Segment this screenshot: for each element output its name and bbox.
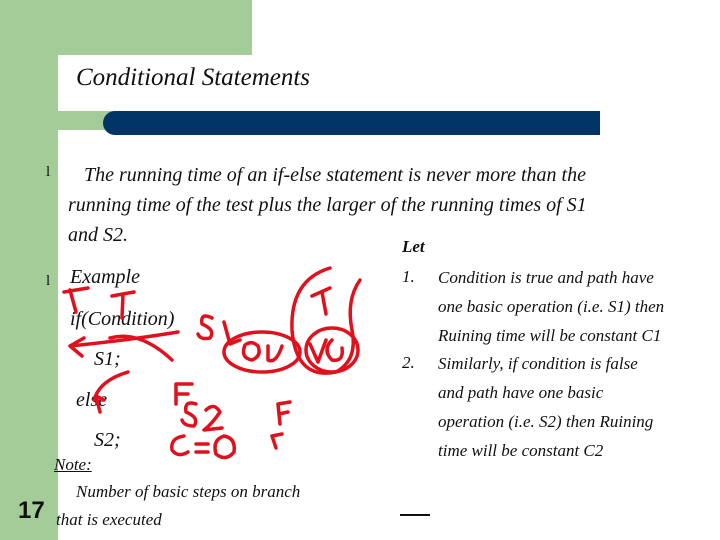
slide-title: Conditional Statements	[76, 64, 311, 91]
code-line-else: else	[76, 389, 108, 411]
let-item-1-line: Ruining time will be constant C1	[438, 326, 662, 345]
example-label: Example	[70, 266, 140, 288]
annotation-f	[278, 402, 290, 424]
annotation-f	[272, 434, 282, 448]
let-item-2-line: operation (i.e. S2) then Ruining	[438, 412, 654, 431]
annotation-c	[172, 436, 188, 455]
title-underline-bar	[103, 111, 600, 135]
note-line1: Number of basic steps on branch	[76, 482, 301, 501]
bullet-1-line2: running time of the test plus the larger of the running times of S1	[68, 194, 587, 216]
bullet-1-prefix: The running time of an	[84, 164, 273, 186]
bullet-marker: l	[46, 164, 51, 180]
let-item-2	[438, 349, 708, 465]
bullet-1-line3: and S2.	[68, 224, 128, 246]
annotation-1	[224, 322, 240, 344]
code-line-s1: S1;	[94, 348, 121, 370]
let-item-2-line: and path have one basic	[438, 383, 604, 402]
bullet-1-line1-rest: statement is never more than the	[321, 164, 586, 186]
annotation-t	[312, 288, 330, 314]
annotation-circle	[224, 332, 300, 372]
annotation-arrow	[70, 332, 178, 356]
annotation-vc	[310, 340, 342, 362]
annotation-circle	[306, 328, 358, 372]
annotation-2	[204, 406, 222, 430]
bullet-1-emphasis: if-else	[272, 164, 322, 186]
annotation-s1	[198, 316, 212, 339]
annotation-s2	[182, 403, 196, 426]
let-item-1-line: Condition is true and path have	[438, 268, 654, 287]
annotation-equals	[196, 444, 208, 452]
let-item-1-number: 1.	[402, 267, 415, 286]
bullet-marker: l	[46, 273, 51, 289]
annotation-u	[268, 346, 282, 361]
note-line2: that is executed	[56, 510, 162, 529]
bullet-1-text	[68, 160, 688, 250]
annotation-f	[176, 384, 192, 404]
let-item-2-line: time will be constant C2	[438, 441, 604, 460]
let-item-1	[438, 263, 708, 350]
note-label: Note:	[54, 455, 92, 474]
page-number: 17	[18, 497, 45, 524]
annotation-zero	[215, 436, 234, 458]
decorative-green-strip	[0, 130, 58, 540]
let-item-1-line: one basic operation (i.e. S1) then	[438, 297, 665, 316]
annotation-loop	[292, 268, 360, 373]
short-dash-line	[400, 514, 430, 516]
let-item-2-line: Similarly, if condition is false	[438, 354, 638, 373]
let-item-2-number: 2.	[402, 353, 415, 372]
let-title: Let	[402, 237, 425, 256]
code-line-if: if(Condition)	[70, 308, 175, 330]
code-line-s2: S2;	[94, 429, 121, 451]
annotation-o	[244, 343, 260, 360]
